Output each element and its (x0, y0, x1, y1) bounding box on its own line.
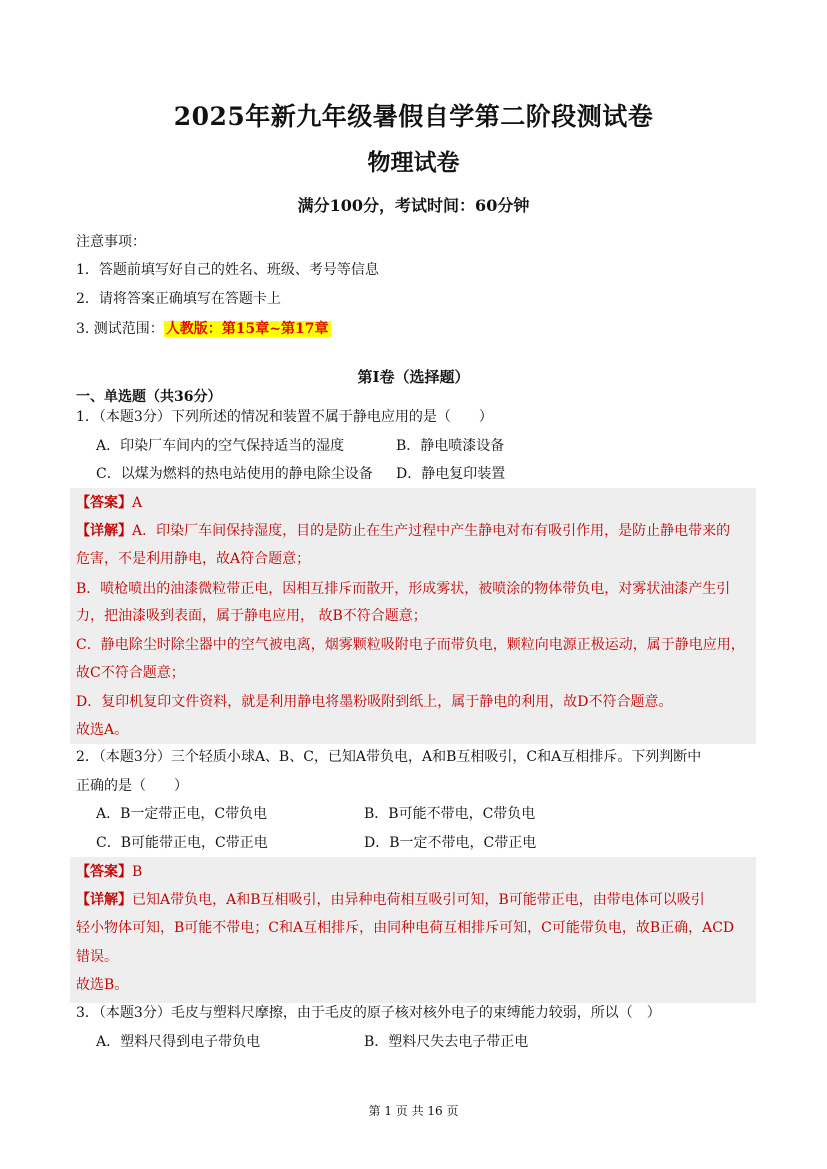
notes-item-3 (76, 318, 756, 340)
question-1-detail-line: 故C不符合题意； (76, 665, 185, 681)
question-2-option-c: C．B可能带正电，C带正电 (96, 835, 268, 851)
question-1-detail-line: 故选A。 (76, 722, 129, 738)
page-footer: 第 1 页 共 16 页 (368, 1104, 459, 1118)
notes-heading: 注意事项： (76, 234, 146, 250)
answer-label: 【答案】 (76, 495, 132, 511)
question-1-option-d: D．静电复印装置 (396, 466, 506, 482)
question-2-detail-line: 故选B。 (76, 977, 129, 993)
question-1-detail-line: C．静电除尘时除尘器中的空气被电离，烟雾颗粒吸附电子而带负电，颗粒向电源正极运动，属于静电应用， (76, 637, 745, 653)
question-1-detail-line: B．喷枪喷出的油漆微粒带正电，因相互排斥而散开，形成雾状，被喷涂的物体带负电，对雾状油漆产生引 (76, 581, 731, 597)
question-1-answer (76, 492, 756, 514)
question-1-option-b: B．静电喷漆设备 (396, 438, 505, 454)
question-1-stem: 1．（本题3分）下列所述的情况和装置不属于静电应用的是（ ） (76, 409, 493, 425)
volume-heading: 第I卷（选择题） (357, 368, 470, 386)
part-heading: 一、单选题（共36分） (76, 389, 222, 405)
question-2-stem: 2．（本题3分）三个轻质小球A、B、C，已知A带负电，A和B互相吸引，C和A互相排斥。下列判断中 (76, 749, 702, 765)
question-2-option-b: B．B可能不带电，C带负电 (364, 806, 536, 822)
notes-item-2: 2．请将答案正确填写在答题卡上 (76, 291, 281, 307)
question-2-detail-line: 【详解】已知A带负电，A和B互相吸引，由异种电荷相互吸引可知，B可能带正电，由带电体可以吸引 (76, 892, 705, 908)
answer-label: 【答案】 (76, 864, 132, 880)
question-2-detail-line: 错误。 (76, 949, 118, 965)
question-1-detail-line: D．复印机复印文件资料，就是利用静电将墨粉吸附到纸上，属于静电的利用，故D不符合题意。 (76, 694, 673, 710)
detail-label: 【详解】 (76, 892, 132, 908)
question-2-detail-line: 轻小物体可知，B可能不带电；C和A互相排斥，由同种电荷互相排斥可知，C可能带负电，故B正确，ACD (76, 920, 735, 936)
test-scope-highlight: 人教版：第15章~第17章 (165, 321, 329, 337)
question-2-option-a: A．B一定带正电，C带负电 (96, 806, 268, 822)
question-1-option-c: C．以煤为燃料的热电站使用的静电除尘设备 (96, 466, 373, 482)
detail-label: 【详解】 (76, 523, 132, 539)
question-1-detail-line: 【详解】A．印染厂车间保持湿度，目的是防止在生产过程中产生静电对布有吸引作用，是防止静电带来的 (76, 523, 731, 539)
exam-title: 2025年新九年级暑假自学第二阶段测试卷 (173, 102, 654, 131)
notes-item-1: 1．答题前填写好自己的姓名、班级、考号等信息 (76, 262, 379, 278)
question-1-option-a: A．印染厂车间内的空气保持适当的湿度 (96, 438, 345, 454)
answer-value: B (132, 864, 143, 880)
question-1-detail-line: 危害，不是利用静电，故A符合题意； (76, 551, 311, 567)
question-1-detail-line: 力，把油漆吸到表面，属于静电应用， 故B不符合题意； (76, 608, 427, 624)
question-2-option-d: D．B一定不带电，C带正电 (364, 835, 537, 851)
question-2-stem: 正确的是（ ） (76, 778, 188, 794)
exam-meta: 满分100分，考试时间：60分钟 (297, 196, 530, 215)
answer-value: A (132, 495, 143, 511)
question-3-option-a: A．塑料尺得到电子带负电 (96, 1034, 261, 1050)
exam-subtitle: 物理试卷 (367, 149, 460, 176)
question-3-stem: 3．（本题3分）毛皮与塑料尺摩擦，由于毛皮的原子核对核外电子的束缚能力较弱，所以（ ） (76, 1005, 661, 1021)
notes-item-3-prefix: 3. 测试范围： (76, 321, 164, 337)
question-2-answer (76, 861, 756, 883)
question-3-option-b: B．塑料尺失去电子带正电 (364, 1034, 529, 1050)
